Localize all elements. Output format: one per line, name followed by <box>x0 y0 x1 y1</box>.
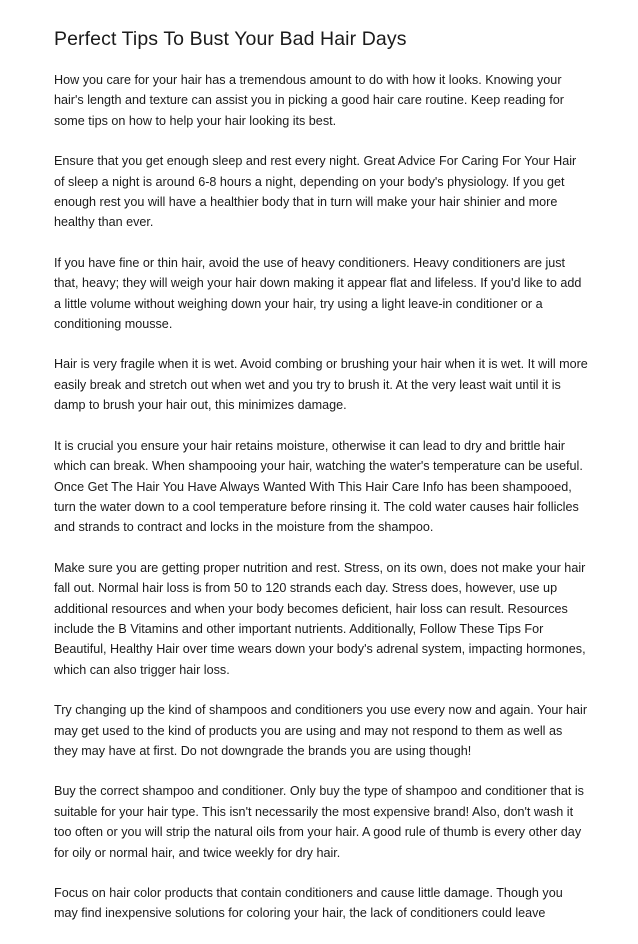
paragraph-nutrition: Make sure you are getting proper nutrition and rest. Stress, on its own, does not make your hair fall out. Normal hair loss is from 50 to 120 strands each day. Stress does, however, use up additional resources and when your body becomes deficient, hair loss can result. Resources include the B Vitamins and other important nutrients. Additionally, Follow These Tips For Beautiful, Healthy Hair over time wears down your body's adrenal system, impacting hormones, which can also trigger hair loss. <box>54 560 586 677</box>
paragraph-fine-hair: If you have fine or thin hair, avoid the use of heavy conditioners. Heavy conditioners are just that, heavy; they will weigh your hair down making it appear flat and lifeless. If you'd like to add a little volume without weighing down your hair, try using a light leave-in conditioner or a conditioning mousse. <box>54 255 582 332</box>
paragraph-sleep: Ensure that you get enough sleep and rest every night. Great Advice For Caring For Your Hair of sleep a night is around 6-8 hours a night, depending on your body's physiology. If you get enough rest you will have a healthier body that in turn will make your hair shinier and more healthy than ever. <box>54 154 577 230</box>
paragraph-hair-color: Focus on hair color products that contain conditioners and cause little damage. Though you may find inexpensive solutions for coloring your hair, the lack of conditioners could leave <box>54 886 563 921</box>
paragraph-correct-shampoo: Buy the correct shampoo and conditioner. Only buy the type of shampoo and conditioner that is suitable for your hair type. This isn't necessarily the most expensive brand! Also, don't wash it too often or you will strip the natural oils from your hair. A good rule of thumb is every other day for oily or normal hair, and twice weekly for dry hair. <box>54 784 584 860</box>
paragraph-change-products: Try changing up the kind of shampoos and conditioners you use every now and again. Your hair may get used to the kind of products you are using and may not respond to them as well as they may have at first. Do not downgrade the brands you are using though! <box>54 703 588 758</box>
document-title: Perfect Tips To Bust Your Bad Hair Days <box>54 28 407 50</box>
paragraph-intro: How you care for your hair has a tremendous amount to do with how it looks. Knowing your hair's length and texture can assist you in picking a good hair care routine. Keep reading for some tips on how to help your hair looking its best. <box>54 73 564 128</box>
paragraph-wet-hair: Hair is very fragile when it is wet. Avoid combing or brushing your hair when it is wet. It will more easily break and stretch out when wet and you try to brush it. At the very least wait until it is damp to brush your hair out, this minimizes damage. <box>54 357 588 413</box>
paragraph-moisture: It is crucial you ensure your hair retains moisture, otherwise it can lead to dry and brittle hair which can break. When shampooing your hair, watching the water's temperature can be useful. Once Get The Hair You Have Always Wanted With This Hair Care Info has been shampooed, turn the water down to a cool temperature before rinsing it. The cold water causes hair follicles and strands to contract and locks in the moisture from the shampoo. <box>54 438 583 535</box>
document-page <box>54 26 588 944</box>
